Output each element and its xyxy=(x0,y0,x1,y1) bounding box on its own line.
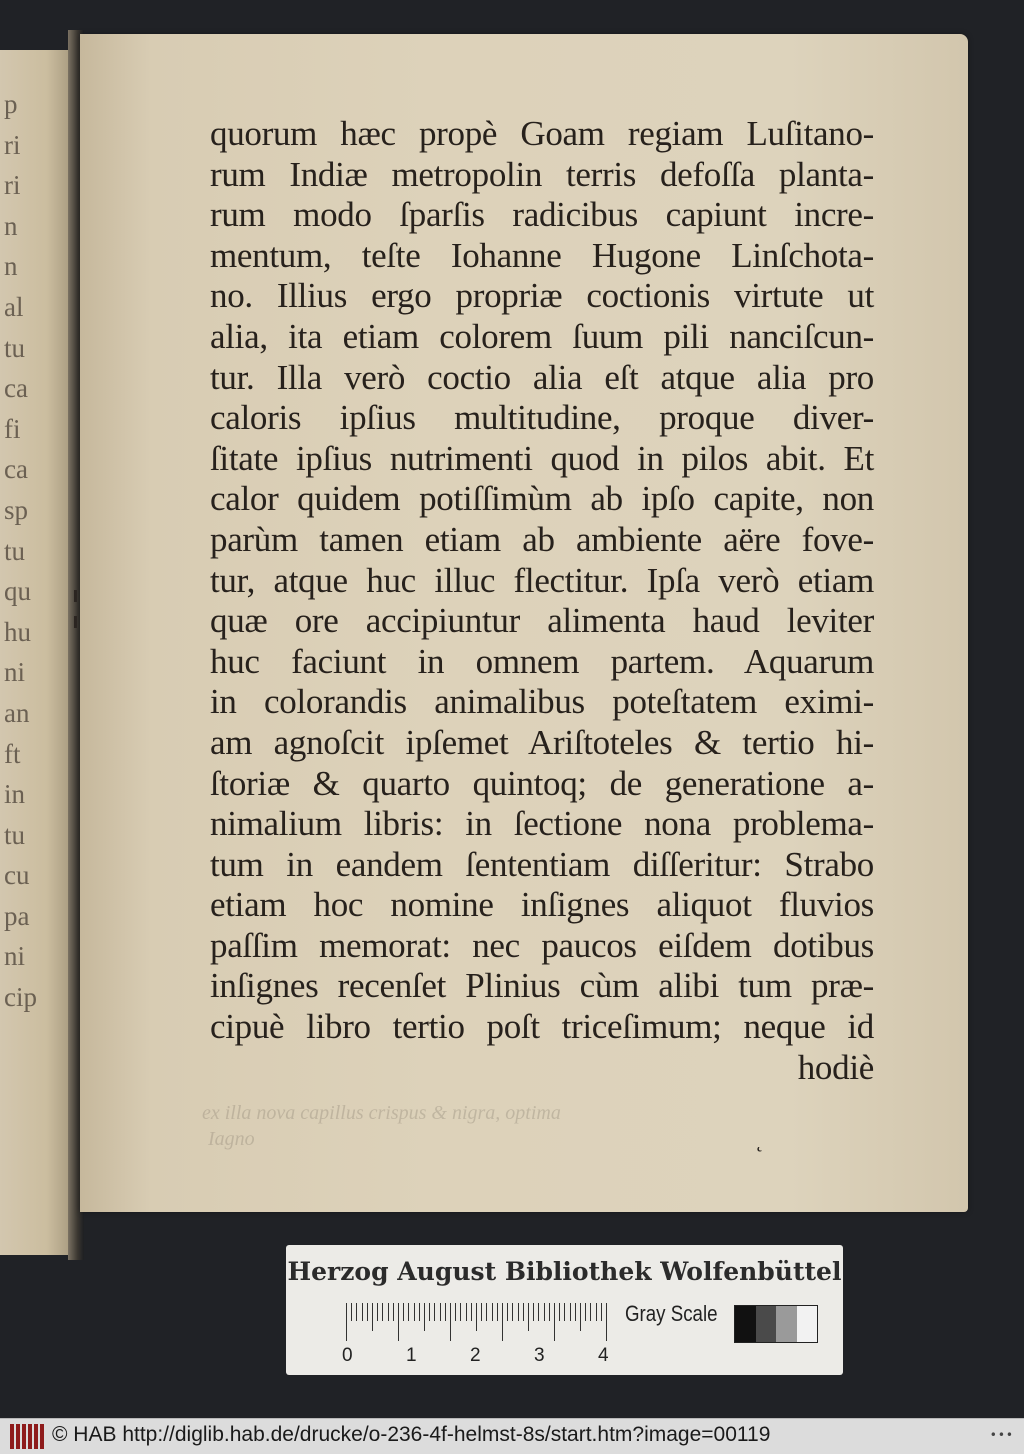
ruler-tick xyxy=(419,1303,420,1321)
ruler-tick xyxy=(507,1303,508,1321)
gray-swatch xyxy=(776,1306,797,1342)
left-page-fragment: ni xyxy=(4,657,26,688)
ruler-tick xyxy=(554,1303,555,1341)
scale-number: 2 xyxy=(470,1345,481,1366)
ruler-tick xyxy=(414,1303,415,1321)
ruler-tick xyxy=(367,1303,368,1321)
left-page-fragment: tu xyxy=(4,332,26,363)
text-line: nimalium libris: in ſectione nona problema- xyxy=(210,804,874,844)
left-page-fragment: ni xyxy=(4,941,26,972)
left-page-fragment: in xyxy=(4,779,26,810)
viewer-footer xyxy=(0,1418,1024,1454)
text-line: caloris ipſius multitudine, proque diver- xyxy=(210,398,874,438)
ruler-tick xyxy=(346,1303,347,1341)
logo-bar xyxy=(34,1424,38,1449)
ruler-tick xyxy=(497,1303,498,1321)
text-line: cipuè libro tertio poſt triceſimum; neque id xyxy=(210,1007,874,1047)
ruler-tick xyxy=(408,1303,409,1321)
ruler-tick xyxy=(466,1303,467,1321)
gray-scale-swatches xyxy=(734,1305,818,1343)
left-page-fragment: cip xyxy=(4,982,37,1013)
left-page-fragment: ri xyxy=(4,129,21,160)
scale-number: 0 xyxy=(342,1345,353,1366)
ruler-tick xyxy=(362,1303,363,1321)
scale-number: 3 xyxy=(534,1345,545,1366)
ruler-tick xyxy=(564,1303,565,1321)
ruler-tick xyxy=(575,1303,576,1321)
ruler-tick xyxy=(544,1303,545,1321)
page-speck: ˛ xyxy=(756,1127,764,1152)
left-page-fragment: hu xyxy=(4,616,31,647)
text-line: ſtoriæ & quarto quintoq; de generatione a- xyxy=(210,763,874,803)
text-line: rum Indiæ metropolin terris defoſſa planta- xyxy=(210,154,874,194)
gray-swatch xyxy=(797,1306,818,1342)
ruler-tick xyxy=(460,1303,461,1321)
text-line: tur. Illa verò coctio alia eſt atque alia pro xyxy=(210,357,874,397)
page-text xyxy=(210,114,874,1088)
left-page-fragment: an xyxy=(4,697,30,728)
ruler-tick xyxy=(440,1303,441,1321)
ruler-tick xyxy=(559,1303,560,1321)
ruler-tick xyxy=(481,1303,482,1321)
left-page-fragment: qu xyxy=(4,576,31,607)
ruler-tick xyxy=(455,1303,456,1321)
left-page-fragment: ca xyxy=(4,454,28,485)
book-page xyxy=(80,34,968,1212)
gray-scale-label: Gray Scale xyxy=(625,1301,718,1326)
ruler-tick xyxy=(518,1303,519,1321)
logo-bar xyxy=(40,1424,44,1449)
scale-number: 1 xyxy=(406,1345,417,1366)
ruler-tick xyxy=(570,1303,571,1321)
ruler-tick xyxy=(393,1303,394,1321)
left-page-fragment: fi xyxy=(4,413,21,444)
hab-logo-icon[interactable] xyxy=(10,1424,46,1449)
left-page-fragments xyxy=(4,84,74,1018)
ruler-tick xyxy=(351,1303,352,1321)
text-line: no. Illius ergo propriæ coctionis virtute ut xyxy=(210,276,874,316)
ruler-tick xyxy=(356,1303,357,1321)
text-line: ſitate ipſius nutrimenti quod in pilos abit. Et xyxy=(210,438,874,478)
left-page-edge xyxy=(0,50,78,1255)
copyright-link[interactable]: © HAB http://diglib.hab.de/drucke/o-236-4f-helmst-8s/start.htm?image=00119 xyxy=(52,1423,771,1446)
left-page-fragment: cu xyxy=(4,860,30,891)
gray-swatch xyxy=(735,1306,756,1342)
text-line: quæ ore accipiuntur alimenta haud leviter xyxy=(210,601,874,641)
text-line: calor quidem potiſſimùm ab ipſo capite, non xyxy=(210,479,874,519)
card-title: Herzog August Bibliothek Wolfenbüttel xyxy=(287,1257,842,1286)
ruler-tick xyxy=(601,1303,602,1321)
ruler-tick xyxy=(382,1303,383,1321)
left-page-fragment: ft xyxy=(4,738,21,769)
ruler-tick xyxy=(424,1303,425,1331)
left-page-fragment: n xyxy=(4,251,18,282)
left-page-fragment: ca xyxy=(4,373,28,404)
more-icon[interactable]: ••• xyxy=(989,1428,1014,1442)
left-page-fragment: n xyxy=(4,210,18,241)
left-page-fragment: tu xyxy=(4,819,26,850)
gray-swatch xyxy=(756,1306,777,1342)
ruler-tick xyxy=(512,1303,513,1321)
margin-mark xyxy=(74,590,77,602)
color-reference-card xyxy=(286,1245,843,1375)
text-line: parùm tamen etiam ab ambiente aëre fove- xyxy=(210,519,874,559)
ruler-tick xyxy=(445,1303,446,1321)
text-line: tum in eandem ſententiam diſſeritur: Strabo xyxy=(210,844,874,884)
text-line: huc faciunt in omnem partem. Aquarum xyxy=(210,641,874,681)
ruler-tick xyxy=(590,1303,591,1321)
catchword: hodiè xyxy=(797,1047,874,1087)
ruler-tick xyxy=(377,1303,378,1321)
ruler-tick xyxy=(476,1303,477,1331)
text-line: alia, ita etiam colorem ſuum pili nanciſcun- xyxy=(210,316,874,356)
logo-bar xyxy=(16,1424,20,1449)
left-page-fragment: pa xyxy=(4,900,30,931)
ruler-tick xyxy=(492,1303,493,1321)
bleed-through-text: ex illa nova capillus crispus & nigra, optima xyxy=(202,1102,561,1124)
ruler-tick xyxy=(502,1303,503,1341)
ruler-tick xyxy=(471,1303,472,1321)
text-line: tur, atque huc illuc flectitur. Ipſa verò etiam xyxy=(210,560,874,600)
ruler-tick xyxy=(538,1303,539,1321)
ruler-tick xyxy=(434,1303,435,1321)
ruler-tick xyxy=(450,1303,451,1341)
text-line: in colorandis animalibus poteſtatem eximi- xyxy=(210,682,874,722)
ruler-tick xyxy=(596,1303,597,1321)
left-page-fragment: ri xyxy=(4,170,21,201)
ruler-tick xyxy=(398,1303,399,1341)
text-line: rum modo ſparſis radicibus capiunt incre- xyxy=(210,195,874,235)
logo-bar xyxy=(10,1424,14,1449)
text-line: paſſim memorat: nec paucos eiſdem dotibus xyxy=(210,925,874,965)
ruler-tick xyxy=(486,1303,487,1321)
text-line: etiam hoc nomine inſignes aliquot fluvios xyxy=(210,885,874,925)
ruler-tick xyxy=(403,1303,404,1321)
ruler-tick xyxy=(533,1303,534,1321)
scale-ruler xyxy=(346,1303,608,1343)
logo-bar xyxy=(22,1424,26,1449)
left-page-fragment: sp xyxy=(4,494,29,525)
margin-mark xyxy=(74,616,77,628)
ruler-tick xyxy=(388,1303,389,1321)
left-page-fragment: al xyxy=(4,291,24,322)
ruler-tick xyxy=(606,1303,607,1341)
scale-number: 4 xyxy=(598,1345,609,1366)
text-line: mentum, teſte Iohanne Hugone Linſchota- xyxy=(210,235,874,275)
logo-bar xyxy=(28,1424,32,1449)
text-line: quorum hæc propè Goam regiam Luſitano- xyxy=(210,114,874,153)
ruler-tick xyxy=(549,1303,550,1321)
ruler-tick xyxy=(523,1303,524,1321)
ruler-tick xyxy=(580,1303,581,1331)
text-line: am agnoſcit ipſemet Ariſtoteles & tertio hi- xyxy=(210,722,874,762)
ruler-tick xyxy=(528,1303,529,1331)
ruler-tick xyxy=(372,1303,373,1331)
left-page-fragment: tu xyxy=(4,535,26,566)
text-line: inſignes recenſet Plinius cùm alibi tum præ- xyxy=(210,966,874,1006)
ruler-tick xyxy=(585,1303,586,1321)
ruler-tick xyxy=(429,1303,430,1321)
left-page-fragment: p xyxy=(4,89,18,119)
bleed-through-text-2: Iagno xyxy=(208,1128,255,1150)
